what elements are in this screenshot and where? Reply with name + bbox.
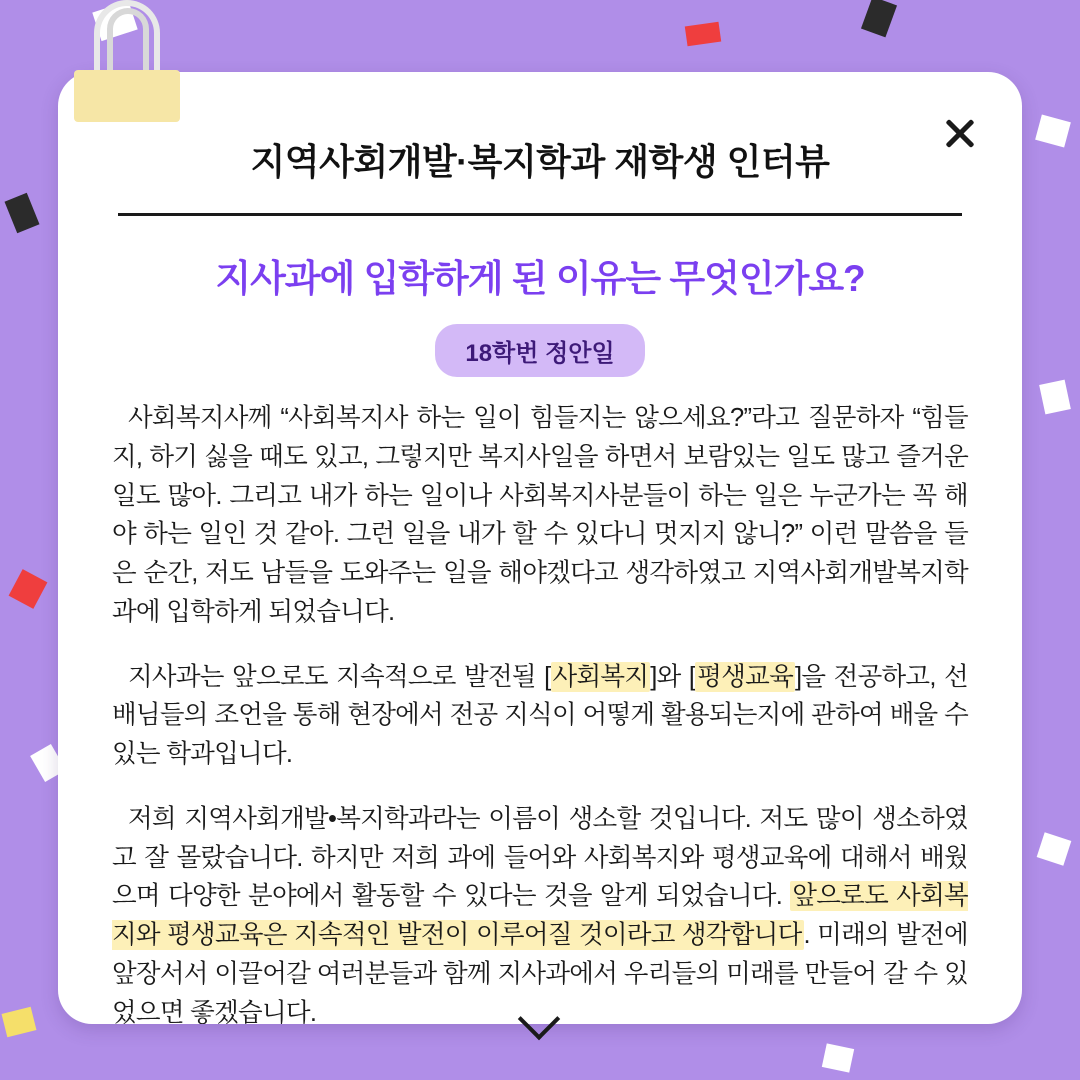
answer-paragraph xyxy=(112,399,968,632)
highlighted-text: 사회복지 xyxy=(552,662,649,691)
paragraph-text: . 미래의 발전에 앞장서서 이끌어갈 여러분들과 함께 지사과에서 우리들의 미래를 만들어 갈 수 있었으면 좋겠습니다. xyxy=(112,921,968,1024)
highlighted-text: 평생교육 xyxy=(697,662,794,691)
confetti-yellow-1 xyxy=(2,1007,37,1038)
card-content xyxy=(58,72,1022,1024)
paragraph-text: 저희 지역사회개발•복지학과라는 이름이 생소할 것입니다. 저도 많이 생소하였고 잘 몰랐습니다. 하지만 저희 과에 들어와 사회복지와 평생교육에 대해서 배웠으며 다양한 분야에서 활동할 수 있다는 것을 알게 되었습니다. xyxy=(112,804,968,911)
confetti-white-3 xyxy=(1039,380,1071,415)
confetti-red-1 xyxy=(685,22,721,47)
answer-body xyxy=(104,399,976,1024)
paragraph-text: ]을 전공하고, 선배님들의 조언을 통해 현장에서 전공 지식이 어떻게 활용되는지에 관하여 배울 수 있는 학과입니다. xyxy=(112,662,968,768)
binder-clip-body xyxy=(74,70,180,122)
paragraph-text: 사회복지사께 “사회복지사 하는 일이 힘들지는 않으세요?”라고 질문하자 “힘들지, 하기 싫을 때도 있고, 그렇지만 복지사일을 하면서 보람있는 일도 많고 즐거운 일도 많아. 그리고 내가 하는 일이나 사회복지사분들이 하는 일은 누군가는 꼭 해야 하는 일인 것 같아. 그런 일을 내가 할 수 있다니 멋지지 않니?” 이런 말씀을 들은 순간, 저도 남들을 도와주는 일을 해야겠다고 생각하였고 지역사회개발복지학과에 입학하게 되었습니다. xyxy=(112,404,968,626)
page-title: 지역사회개발·복지학과 재학생 인터뷰 xyxy=(250,141,830,182)
badge-container xyxy=(104,324,976,377)
highlighted-text: 앞으로도 사회복지와 평생교육은 지속적인 발전이 이루어질 것이라고 생각합니다 xyxy=(112,882,968,949)
close-icon[interactable] xyxy=(940,112,980,152)
binder-clip-icon xyxy=(74,0,180,122)
confetti-dark-1 xyxy=(861,0,897,37)
confetti-white-6 xyxy=(822,1043,854,1072)
student-badge: 18학번 정안일 xyxy=(435,324,644,377)
confetti-white-2 xyxy=(1035,115,1071,148)
interview-question: 지사과에 입학하게 된 이유는 무엇인가요? xyxy=(215,258,865,299)
confetti-white-5 xyxy=(1037,832,1072,865)
confetti-dark-2 xyxy=(5,193,40,234)
confetti-red-2 xyxy=(9,569,48,609)
answer-paragraph xyxy=(112,800,968,1024)
paragraph-text: 지사과는 앞으로도 지속적으로 발전될 [ xyxy=(128,662,551,691)
answer-paragraph xyxy=(112,658,968,774)
interview-card xyxy=(58,72,1022,1024)
title-divider xyxy=(118,213,962,216)
paragraph-text: ]와 [ xyxy=(650,662,696,691)
